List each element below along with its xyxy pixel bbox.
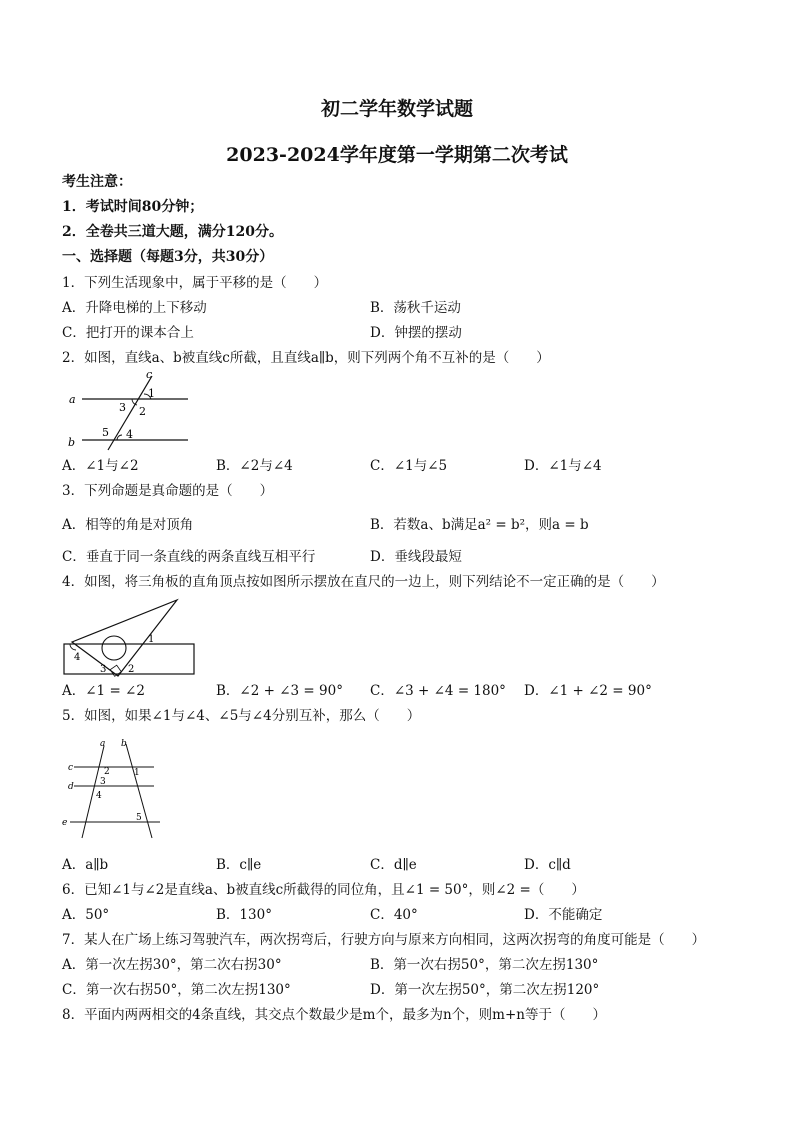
q2-angle-3: 3 xyxy=(119,401,126,414)
q5-angle-1: 1 xyxy=(134,768,140,778)
q6-option-b: B．130° xyxy=(216,907,272,923)
q3-option-c: C．垂直于同一条直线的两条直线互相平行 xyxy=(62,549,316,565)
q1-option-c: C．把打开的课本合上 xyxy=(62,325,194,341)
q1-option-a: A．升降电梯的上下移动 xyxy=(62,300,207,316)
q2-option-d: D．∠1与∠4 xyxy=(524,458,602,474)
q5-label-e: e xyxy=(62,818,68,828)
q3-option-a: A．相等的角是对顶角 xyxy=(62,517,194,533)
q6-option-c: C．40° xyxy=(370,907,418,923)
q1-option-d: D．钟摆的摆动 xyxy=(370,325,462,341)
q6-option-d: D．不能确定 xyxy=(524,907,603,923)
q7-option-d: D．第一次左拐50°，第二次左拐120° xyxy=(370,982,600,998)
q5-stem: 5．如图，如果∠1与∠4、∠5与∠4分别互补，那么（ ） xyxy=(62,708,421,724)
q1-stem: 1．下列生活现象中，属于平移的是（ ） xyxy=(62,275,328,291)
q5-option-d: D．c∥d xyxy=(524,857,571,873)
q2-label-c: c xyxy=(146,368,153,381)
q5-angle-2: 2 xyxy=(104,767,110,777)
q5-figure xyxy=(62,732,172,840)
q6-stem: 6．已知∠1与∠2是直线a、b被直线c所截得的同位角，且∠1 = 50°，则∠2 =（ ） xyxy=(62,882,585,898)
notice-item-1: 1．考试时间80分钟； xyxy=(62,199,204,215)
q3-option-d: D．垂线段最短 xyxy=(370,549,462,565)
q4-angle-4: 4 xyxy=(74,652,81,663)
section-heading-choice: 一、选择题（每题3分，共30分） xyxy=(62,249,274,265)
q5-angle-4: 4 xyxy=(96,791,102,801)
q7-option-c: C．第一次右拐50°，第二次左拐130° xyxy=(62,982,291,998)
q4-figure xyxy=(62,594,202,680)
q5-label-c: c xyxy=(68,763,74,773)
q6-option-a: A．50° xyxy=(62,907,110,923)
q5-label-a: a xyxy=(100,739,106,749)
q2-angle-2: 2 xyxy=(139,405,146,418)
q2-angle-5: 5 xyxy=(102,426,109,439)
q3-stem: 3．下列命题是真命题的是（ ） xyxy=(62,483,274,499)
q7-option-b: B．第一次右拐50°，第二次左拐130° xyxy=(370,957,599,973)
q4-angle-2: 2 xyxy=(128,664,135,675)
q4-angle-1: 1 xyxy=(148,634,155,645)
q5-label-d: d xyxy=(68,782,74,792)
q5-angle-3: 3 xyxy=(100,777,106,787)
q4-option-a: A．∠1 = ∠2 xyxy=(62,683,145,699)
q5-label-b: b xyxy=(121,739,127,749)
q5-angle-5: 5 xyxy=(136,813,142,823)
q4-option-c: C．∠3 + ∠4 = 180° xyxy=(370,683,506,699)
q2-angle-4: 4 xyxy=(126,428,133,441)
q4-option-b: B．∠2 + ∠3 = 90° xyxy=(216,683,343,699)
q8-stem: 8．平面内两两相交的4条直线，其交点个数最少是m个，最多为n个，则m+n等于（ ） xyxy=(62,1007,606,1023)
page-title: 初二学年数学试题 xyxy=(320,98,473,120)
q7-option-a: A．第一次左拐30°，第二次右拐30° xyxy=(62,957,282,973)
q1-option-b: B．荡秋千运动 xyxy=(370,300,461,316)
q2-label-a: a xyxy=(69,393,76,406)
q5-option-b: B．c∥e xyxy=(216,857,262,873)
q7-stem: 7．某人在广场上练习驾驶汽车，两次拐弯后，行驶方向与原来方向相同，这两次拐弯的角度可能是（ ） xyxy=(62,932,706,948)
q2-option-c: C．∠1与∠5 xyxy=(370,458,448,474)
q2-option-b: B．∠2与∠4 xyxy=(216,458,293,474)
q4-option-d: D．∠1 + ∠2 = 90° xyxy=(524,683,652,699)
notice-item-2: 2．全卷共三道大题，满分120分。 xyxy=(62,224,283,240)
q2-option-a: A．∠1与∠2 xyxy=(62,458,139,474)
q2-figure xyxy=(62,368,192,450)
q5-option-a: A．a∥b xyxy=(62,857,109,873)
q2-stem: 2．如图，直线a、b被直线c所截，且直线a∥b，则下列两个角不互补的是（ ） xyxy=(62,350,550,366)
q5-option-c: C．d∥e xyxy=(370,857,417,873)
q2-label-b: b xyxy=(68,436,76,449)
page-subtitle: 2023-2024学年度第一学期第二次考试 xyxy=(226,144,568,166)
q3-option-b: B．若数a、b满足a² = b²，则a = b xyxy=(370,517,589,533)
q4-angle-3: 3 xyxy=(100,664,107,675)
q4-stem: 4．如图，将三角板的直角顶点按如图所示摆放在直尺的一边上，则下列结论不一定正确的是（ ） xyxy=(62,574,665,590)
q2-angle-1: 1 xyxy=(148,387,155,400)
notice-heading: 考生注意： xyxy=(62,174,132,190)
